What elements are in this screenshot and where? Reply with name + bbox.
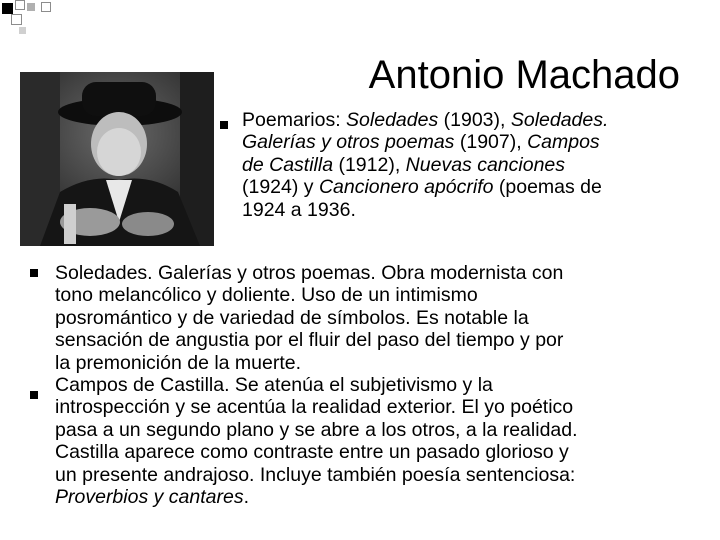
text-line: [242, 154, 608, 176]
text-line: [242, 131, 608, 153]
text-fragment: Galerías y otros poemas: [242, 131, 455, 154]
text-line: [55, 374, 578, 396]
bullet-text-3: [55, 374, 578, 508]
corner-decoration: [0, 0, 60, 40]
text-fragment: introspección y se acentúa la realidad exterior. El yo poético: [55, 396, 574, 419]
text-fragment: (poemas de: [493, 176, 602, 199]
slide-title: Antonio Machado: [368, 53, 680, 97]
text-line: [55, 419, 578, 441]
text-fragment: tono melancólico y doliente. Uso de un intimismo: [55, 284, 478, 307]
text-line: [55, 262, 563, 284]
text-fragment: Cancionero apócrifo: [318, 176, 494, 199]
text-line: [242, 176, 608, 198]
text-fragment: 1924 a 1936.: [242, 198, 356, 221]
text-fragment: la premonición de la muerte.: [55, 351, 302, 374]
bullet-marker: [30, 391, 38, 399]
text-fragment: de Castilla: [242, 153, 334, 176]
text-line: [242, 109, 608, 131]
text-fragment: .: [243, 486, 250, 509]
text-line: [55, 441, 578, 463]
text-fragment: Castilla aparece como contraste entre un pasado glorioso y: [55, 441, 569, 464]
text-fragment: (1907),: [454, 131, 528, 154]
text-line: [55, 329, 563, 351]
text-fragment: Soledades. Galerías y otros poemas. Obra modernista con: [55, 262, 564, 284]
text-line: [55, 352, 563, 374]
bullet-marker: [30, 269, 38, 277]
text-fragment: Soledades.: [510, 109, 609, 131]
text-fragment: (1903),: [438, 109, 511, 131]
bullet-marker: [220, 121, 228, 129]
text-fragment: Poemarios:: [242, 109, 347, 131]
text-fragment: sensación de angustia por el fluir del paso del tiempo y por: [55, 329, 564, 352]
text-fragment: Campos de Castilla. Se atenúa el subjetivismo y la: [55, 374, 493, 396]
text-fragment: pasa a un segundo plano y se abre a los otros, a la realidad.: [55, 418, 578, 441]
text-line: [55, 486, 578, 508]
text-fragment: Proverbios y cantares: [55, 486, 244, 509]
bullet-text-1: [242, 109, 608, 221]
text-line: [55, 464, 578, 486]
text-line: [242, 199, 608, 221]
text-line: [55, 307, 563, 329]
text-fragment: un presente andrajoso. Incluye también poesía sentenciosa:: [55, 463, 576, 486]
text-fragment: Campos: [527, 131, 600, 154]
text-fragment: Nuevas canciones: [405, 153, 566, 176]
bullet-text-2: [55, 262, 563, 374]
portrait-photo-icon: [20, 72, 214, 246]
text-line: [55, 396, 578, 418]
text-fragment: (1912),: [333, 153, 406, 176]
text-fragment: posromántico y de variedad de símbolos. Es notable la: [55, 306, 529, 329]
text-line: [55, 284, 563, 306]
text-fragment: (1924) y: [242, 176, 319, 199]
text-fragment: Soledades: [346, 109, 439, 131]
